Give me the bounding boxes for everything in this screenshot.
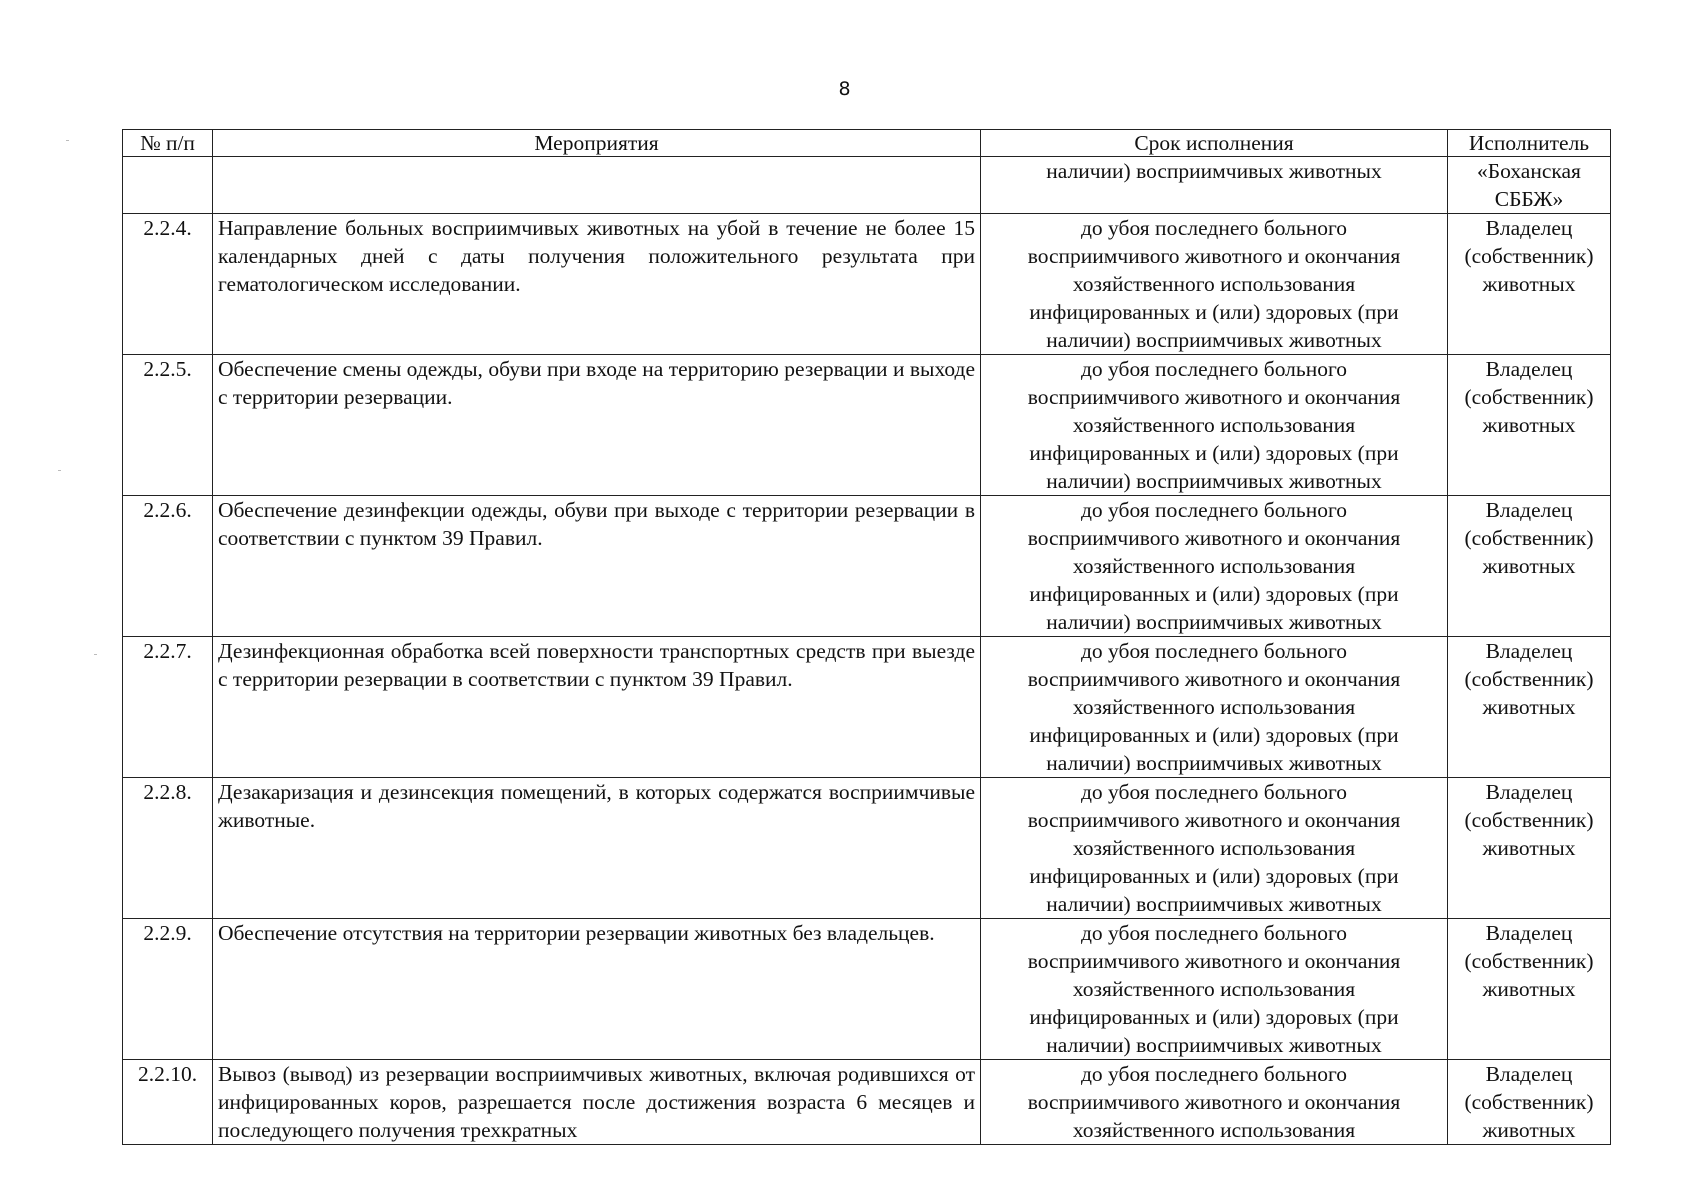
term-line: до убоя последнего больного bbox=[1080, 639, 1348, 663]
executor-line: «Боханская bbox=[1477, 159, 1581, 183]
cell-num: 2.2.5. bbox=[123, 355, 213, 496]
executor-line: (собственник) bbox=[1464, 949, 1594, 973]
executor-line: (собственник) bbox=[1464, 526, 1594, 550]
cell-action: Обеспечение смены одежды, обуви при входе на территорию резервации и выходе с территории резервации. bbox=[213, 355, 981, 496]
term-line: наличии) восприимчивых животных bbox=[1046, 610, 1382, 634]
table-row bbox=[123, 1060, 1611, 1145]
cell-action bbox=[213, 157, 981, 214]
executor-line: (собственник) bbox=[1464, 244, 1594, 268]
executor-line: животных bbox=[1482, 272, 1576, 296]
cell-num: 2.2.7. bbox=[123, 637, 213, 778]
executor-line: (собственник) bbox=[1464, 808, 1594, 832]
term-line: хозяйственного использования bbox=[1072, 695, 1356, 719]
executor-line: животных bbox=[1482, 695, 1576, 719]
cell-num: 2.2.8. bbox=[123, 778, 213, 919]
cell-term bbox=[981, 1060, 1448, 1145]
term-line: до убоя последнего больного bbox=[1080, 921, 1348, 945]
executor-line: Владелец bbox=[1485, 1062, 1573, 1086]
executor-line: животных bbox=[1482, 977, 1576, 1001]
executor-line: животных bbox=[1482, 836, 1576, 860]
term-line: наличии) восприимчивых животных bbox=[1046, 1033, 1382, 1057]
cell-term bbox=[981, 778, 1448, 919]
term-line: наличии) восприимчивых животных bbox=[1046, 751, 1382, 775]
executor-line: (собственник) bbox=[1464, 667, 1594, 691]
cell-action: Обеспечение отсутствия на территории резервации животных без владельцев. bbox=[213, 919, 981, 1060]
term-line: восприимчивого животного и окончания bbox=[1027, 667, 1401, 691]
term-line: инфицированных и (или) здоровых (при bbox=[1029, 723, 1399, 747]
executor-line: животных bbox=[1482, 554, 1576, 578]
cell-term bbox=[981, 157, 1448, 214]
term-line: восприимчивого животного и окончания bbox=[1027, 1090, 1401, 1114]
cell-action: Вывоз (вывод) из резервации восприимчивых животных, включая родившихся от инфицированных коров, разрешается после достижения возраста 6 месяцев и последующего получения трехкратных bbox=[213, 1060, 981, 1145]
term-line: наличии) восприимчивых животных bbox=[1046, 328, 1382, 352]
cell-term bbox=[981, 214, 1448, 355]
term-line: инфицированных и (или) здоровых (при bbox=[1029, 441, 1399, 465]
scan-artifact bbox=[94, 654, 97, 655]
term-line: наличии) восприимчивых животных bbox=[1046, 159, 1382, 183]
term-line: до убоя последнего больного bbox=[1080, 498, 1348, 522]
scan-artifact bbox=[66, 140, 69, 141]
cell-term bbox=[981, 919, 1448, 1060]
executor-line: (собственник) bbox=[1464, 385, 1594, 409]
term-line: восприимчивого животного и окончания bbox=[1027, 385, 1401, 409]
cell-term bbox=[981, 355, 1448, 496]
cell-action: Дезинфекционная обработка всей поверхности транспортных средств при выезде с территории резервации в соответствии с пунктом 39 Правил. bbox=[213, 637, 981, 778]
cell-action: Обеспечение дезинфекции одежды, обуви при выходе с территории резервации в соответствии с пунктом 39 Правил. bbox=[213, 496, 981, 637]
term-line: хозяйственного использования bbox=[1072, 977, 1356, 1001]
executor-line: Владелец bbox=[1485, 639, 1573, 663]
table-row bbox=[123, 496, 1611, 637]
scan-artifact bbox=[58, 470, 61, 471]
cell-executor bbox=[1448, 214, 1611, 355]
executor-line: Владелец bbox=[1485, 780, 1573, 804]
table-row bbox=[123, 355, 1611, 496]
cell-executor bbox=[1448, 157, 1611, 214]
table-row bbox=[123, 637, 1611, 778]
cell-executor bbox=[1448, 778, 1611, 919]
cell-num: 2.2.9. bbox=[123, 919, 213, 1060]
term-line: наличии) восприимчивых животных bbox=[1046, 469, 1382, 493]
term-line: восприимчивого животного и окончания bbox=[1027, 808, 1401, 832]
cell-action: Направление больных восприимчивых животных на убой в течение не более 15 календарных дней с даты получения положительного результата при гематологическом исследовании. bbox=[213, 214, 981, 355]
header-executor: Исполнитель bbox=[1448, 130, 1611, 157]
term-line: хозяйственного использования bbox=[1072, 836, 1356, 860]
term-line: до убоя последнего больного bbox=[1080, 216, 1348, 240]
term-line: восприимчивого животного и окончания bbox=[1027, 244, 1401, 268]
term-line: до убоя последнего больного bbox=[1080, 1062, 1348, 1086]
table-row bbox=[123, 778, 1611, 919]
cell-num bbox=[123, 157, 213, 214]
executor-line: Владелец bbox=[1485, 357, 1573, 381]
executor-line: Владелец bbox=[1485, 216, 1573, 240]
cell-num: 2.2.4. bbox=[123, 214, 213, 355]
term-line: восприимчивого животного и окончания bbox=[1027, 949, 1401, 973]
term-line: инфицированных и (или) здоровых (при bbox=[1029, 300, 1399, 324]
page-number: 8 bbox=[838, 78, 851, 100]
term-line: до убоя последнего больного bbox=[1080, 780, 1348, 804]
cell-num: 2.2.6. bbox=[123, 496, 213, 637]
cell-term bbox=[981, 496, 1448, 637]
term-line: хозяйственного использования bbox=[1072, 1118, 1356, 1142]
executor-line: животных bbox=[1482, 413, 1576, 437]
header-term: Срок исполнения bbox=[981, 130, 1448, 157]
term-line: наличии) восприимчивых животных bbox=[1046, 892, 1382, 916]
measures-table bbox=[122, 129, 1611, 1145]
header-num: № п/п bbox=[123, 130, 213, 157]
table-row bbox=[123, 214, 1611, 355]
term-line: хозяйственного использования bbox=[1072, 272, 1356, 296]
cell-action: Дезакаризация и дезинсекция помещений, в которых содержатся восприимчивые животные. bbox=[213, 778, 981, 919]
header-action: Мероприятия bbox=[213, 130, 981, 157]
term-line: восприимчивого животного и окончания bbox=[1027, 526, 1401, 550]
executor-line: Владелец bbox=[1485, 498, 1573, 522]
table-row-continuation bbox=[123, 157, 1611, 214]
term-line: хозяйственного использования bbox=[1072, 554, 1356, 578]
term-line: инфицированных и (или) здоровых (при bbox=[1029, 1005, 1399, 1029]
executor-line: (собственник) bbox=[1464, 1090, 1594, 1114]
term-line: инфицированных и (или) здоровых (при bbox=[1029, 582, 1399, 606]
cell-term bbox=[981, 637, 1448, 778]
term-line: хозяйственного использования bbox=[1072, 413, 1356, 437]
executor-line: Владелец bbox=[1485, 921, 1573, 945]
cell-executor bbox=[1448, 496, 1611, 637]
cell-executor bbox=[1448, 1060, 1611, 1145]
cell-executor bbox=[1448, 637, 1611, 778]
term-line: до убоя последнего больного bbox=[1080, 357, 1348, 381]
table-row bbox=[123, 919, 1611, 1060]
executor-line: животных bbox=[1482, 1118, 1576, 1142]
header-row bbox=[123, 130, 1611, 157]
term-line: инфицированных и (или) здоровых (при bbox=[1029, 864, 1399, 888]
cell-executor bbox=[1448, 919, 1611, 1060]
cell-num: 2.2.10. bbox=[123, 1060, 213, 1145]
cell-executor bbox=[1448, 355, 1611, 496]
executor-line: СББЖ» bbox=[1494, 187, 1564, 211]
